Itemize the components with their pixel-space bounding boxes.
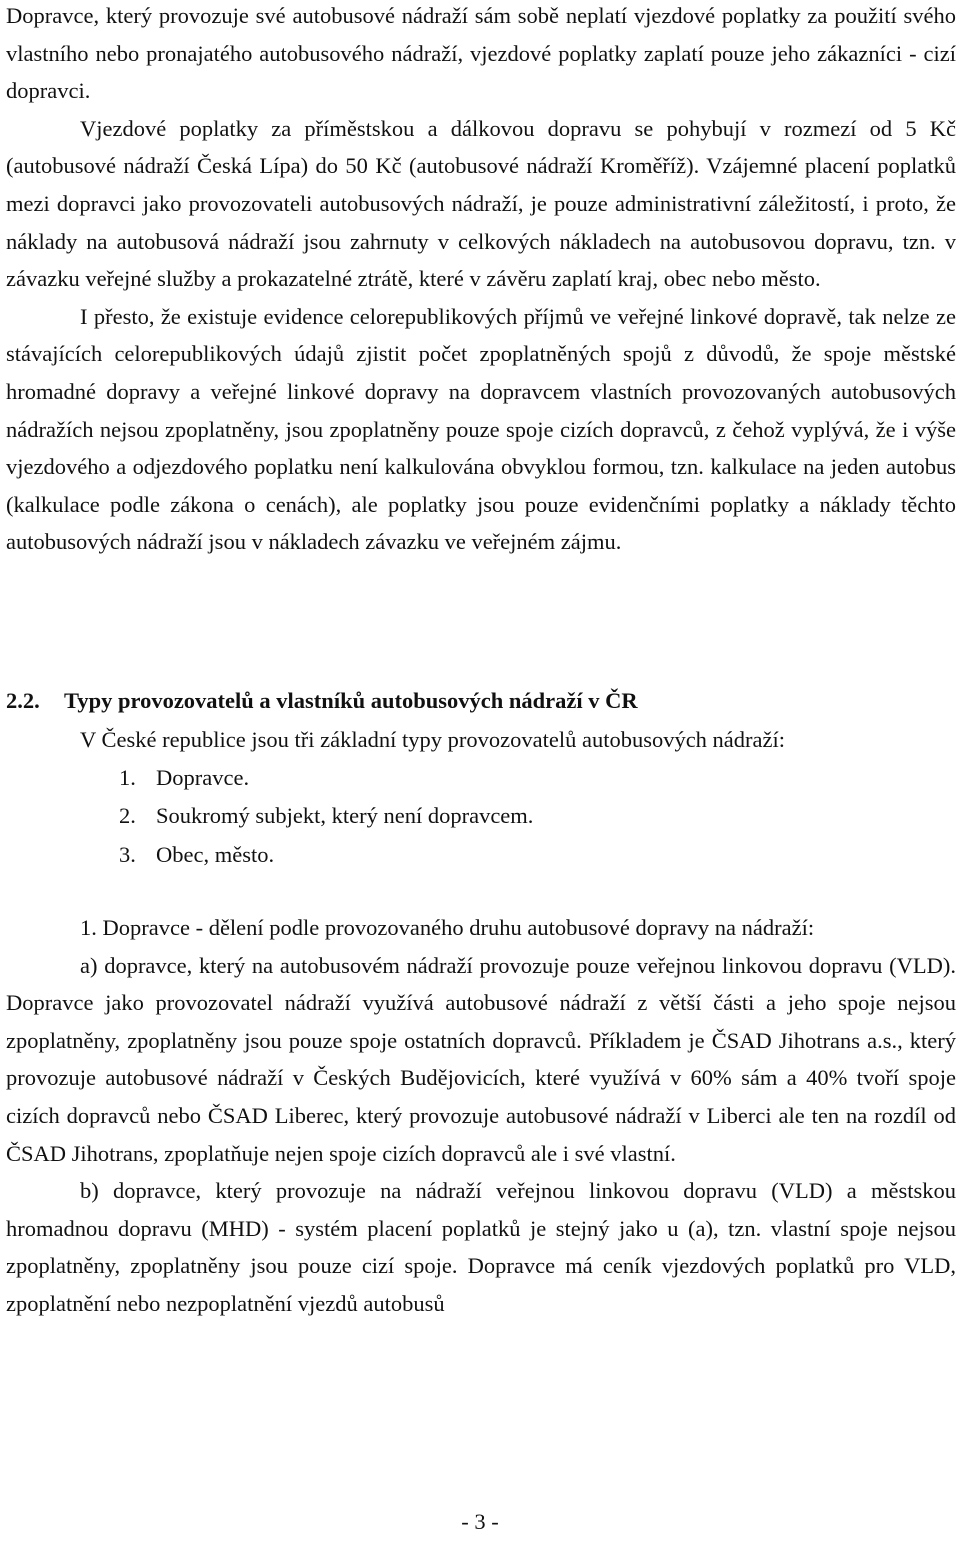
list-item [119, 797, 533, 835]
list-item-text: Obec, město. [156, 841, 275, 867]
list-item-number: 3. [119, 841, 136, 867]
paragraph: a) dopravce, který na autobusovém nádraží provozuje pouze veřejnou linkovou dopravu (VLD). Dopravce jako provozovatel nádraží využívá autobusové nádraží z větší části a jeho spoje nejsou zpoplatněny, zpoplatněny jsou pouze spoje ostatních dopravců. Příkladem je ČSAD Jihotrans a.s., který provozuje autobusové nádraží v Českých Budějovicích, které využívá v 60% sám a 40% tvoří spoje cizích dopravců nebo ČSAD Liberec, který provozuje autobusové nádraží v Liberci ale ten na rozdíl od ČSAD Jihotrans, zpoplatňuje nejen spoje cizích dopravců ale i své vlastní. [6, 952, 956, 1166]
bottom-text-block [6, 909, 956, 1323]
list-item [119, 759, 533, 797]
list-item-number: 2. [119, 803, 136, 829]
paragraph: Dopravce, který provozuje své autobusové nádraží sám sobě neplatí vjezdové poplatky za použití svého vlastního nebo pronajatého autobusového nádraží, vjezdové poplatky zaplatí pouze jeho zákazníci - cizí dopravci. [6, 3, 956, 104]
top-text-block [6, 0, 956, 561]
page-footer [0, 1503, 960, 1541]
section-heading [6, 682, 956, 720]
list-item [119, 836, 533, 874]
paragraph: Vjezdové poplatky za příměstskou a dálkovou dopravu se pohybují v rozmezí od 5 Kč (autobusové nádraží Česká Lípa) do 50 Kč (autobusové nádraží Kroměříž). Vzájemné placení poplatků mezi dopravci jako provozovateli autobusových nádraží, je pouze administrativní záležitostí, i proto, že náklady na autobusová nádraží jsou zahrnuty v celkových nákladech na autobusovou dopravu, tzn. v závazku veřejné služby a prokazatelné ztrátě, které v závěru zaplatí kraj, obec nebo město. [6, 115, 956, 292]
paragraph: 1. Dopravce - dělení podle provozovaného druhu autobusové dopravy na nádraží: [80, 915, 815, 940]
list-item-number: 1. [119, 765, 136, 790]
list-item-text: Soukromý subjekt, který není dopravcem. [156, 803, 534, 829]
types-list [119, 759, 533, 874]
paragraph: I přesto, že existuje evidence celorepublikových příjmů ve veřejné linkové dopravě, tak nelze ze stávajících celorepublikových údajů zjistit počet zpoplatněných spojů z důvodů, že spoje městské hromadné dopravy a veřejné linkové dopravy na dopravcem vlastních provozovaných autobusových nádražích nejsou zpoplatněny, jsou zpoplatněny pouze spoje cizích dopravců, z čehož vyplývá, že i výše vjezdového a odjezdového poplatku není kalkulována obvyklou formou, tzn. kalkulace na jeden autobus (kalkulace podle zákona o cenách), ale poplatky jsou pouze evidenčními poplatky a náklady těchto autobusových nádraží jsou v nákladech závazku ve veřejném zájmu. [6, 303, 956, 555]
section-title: Typy provozovatelů a vlastníků autobusových nádraží v ČR [64, 688, 638, 713]
paragraph: b) dopravce, který provozuje na nádraží veřejnou linkovou dopravu (VLD) a městskou hromadnou dopravu (MHD) - systém placení poplatků je stejný jako u (a), tzn. vlastní spoje nejsou zpoplatněny, zpoplatněny jsou pouze cizí spoje. Dopravce má ceník vjezdových poplatků pro VLD, zpoplatnění nebo nezpoplatnění vjezdů autobusů [6, 1178, 956, 1316]
page-number: - 3 - [461, 1509, 499, 1534]
section-intro: V České republice jsou tři základní typy provozovatelů autobusových nádraží: [80, 727, 786, 752]
list-item-text: Dopravce. [156, 765, 250, 790]
section-number: 2.2. [6, 688, 40, 713]
